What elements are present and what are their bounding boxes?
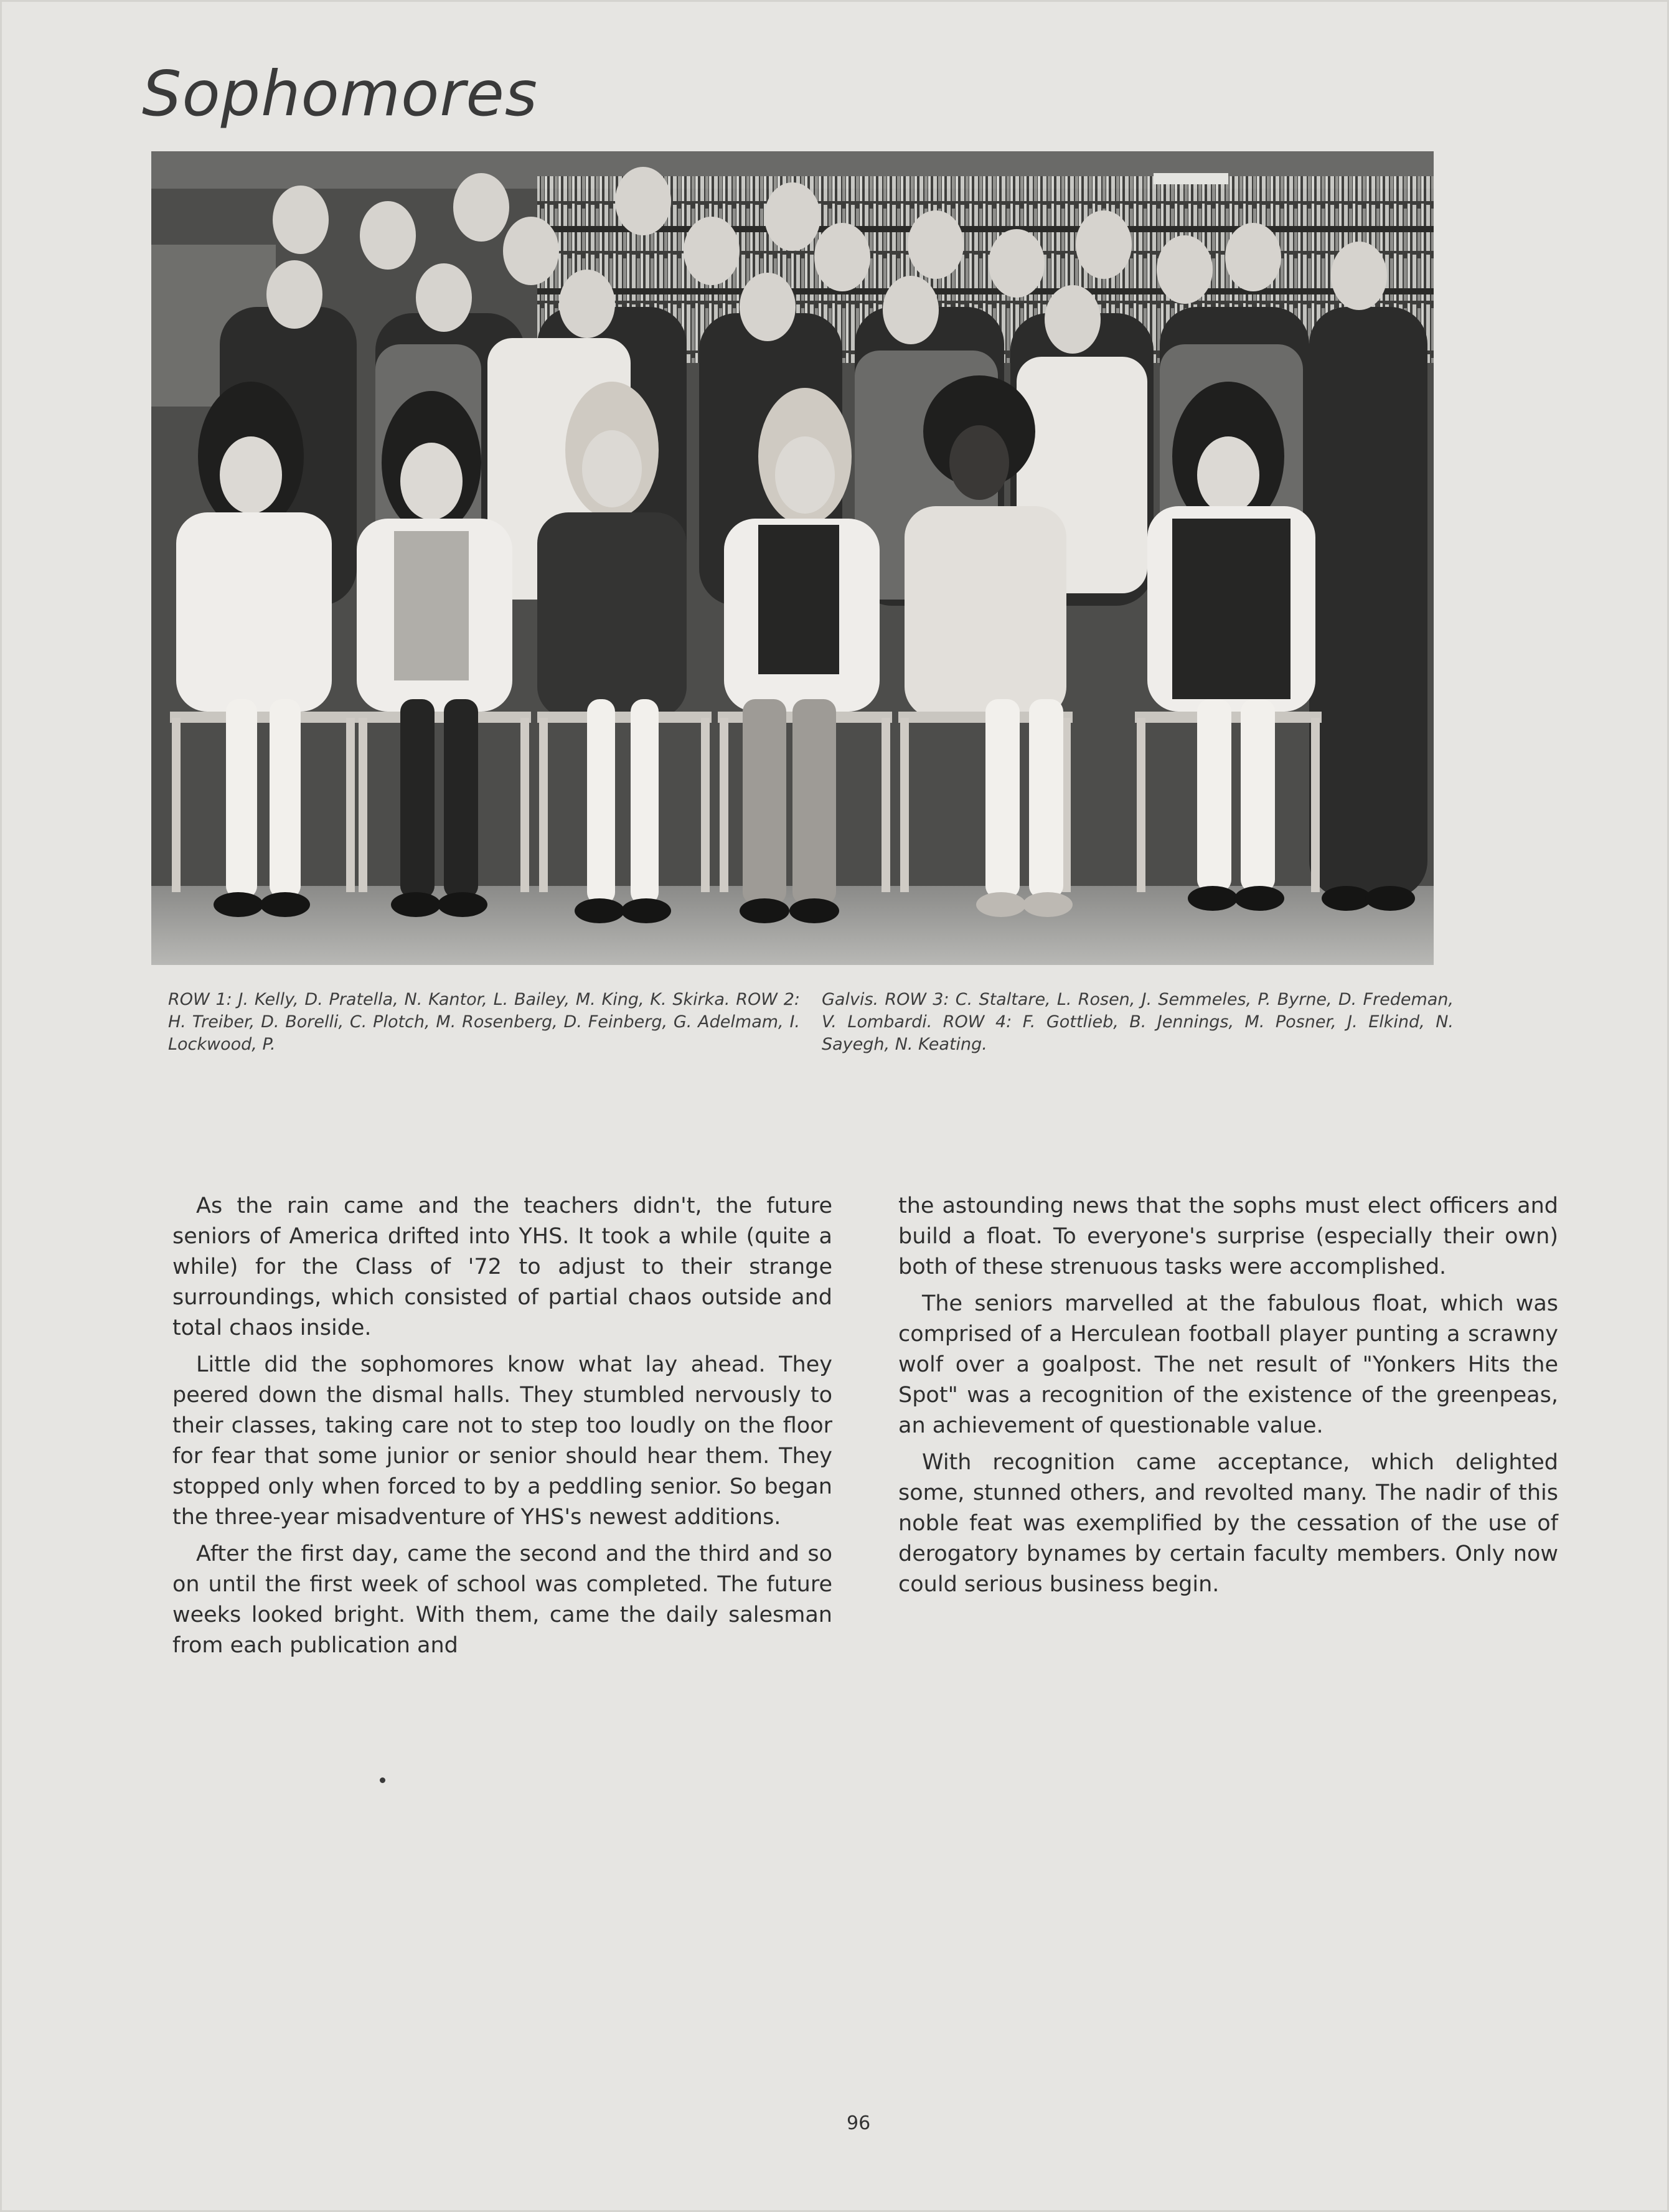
page-number: 96 <box>847 2112 871 2134</box>
body-paragraph: the astounding news that the sophs must elect officers and build a float. To everyone's surprise (especially their own) both of these strenuous tasks were accomplished. <box>898 1193 1558 1279</box>
body-paragraph: Little did the sophomores know what lay ahead. They peered down the dismal halls. They stumbled nervously to their classes, taking care not to step too loudly on the floor for fear that some junior or senior should hear them. They stopped only when forced to by a peddling senior. So began the three-year misadventure of YHS's newest additions. <box>172 1352 832 1530</box>
body-column-left <box>172 1191 832 1667</box>
body-paragraph: The seniors marvelled at the fabulous float, which was comprised of a Herculean football player punting a scrawny wolf over a goalpost. The net result of "Yonkers Hits the Spot" was a recognition of the existence of the greenpeas, an achievement of questionable value. <box>898 1291 1558 1438</box>
print-speck <box>380 1777 385 1783</box>
class-group-photo <box>151 151 1434 965</box>
body-column-right <box>898 1191 1558 1606</box>
page-title: Sophomores <box>142 57 538 130</box>
body-paragraph: After the first day, came the second and the third and so on until the first week of school was completed. The future weeks looked bright. With them, came the daily salesman from each publication and <box>172 1541 832 1658</box>
body-paragraph: With recognition came acceptance, which delighted some, stunned others, and revolted many. The nadir of this noble feat was exemplified by the cessation of the use of derogatory bynames by certain faculty members. Only now could serious business begin. <box>898 1450 1558 1597</box>
body-paragraph: As the rain came and the teachers didn't, the future seniors of America drifted into YHS. It took a while (quite a while) for the Class of '72 to adjust to their strange surroundings, which consisted of partial chaos outside and total chaos inside. <box>172 1193 832 1340</box>
photo-caption-right: Galvis. ROW 3: C. Staltare, L. Rosen, J. Semmeles, P. Byrne, D. Fredeman, V. Lombardi. ROW 4: F. Gottlieb, B. Jennings, M. Posner, J. Elkind, N. Sayegh, N. Keating. <box>822 990 1454 1054</box>
photo-caption-left: ROW 1: J. Kelly, D. Pratella, N. Kantor, L. Bailey, M. King, K. Skirka. ROW 2: H. Treiber, D. Borelli, C. Plotch, M. Rosenberg, D. Feinberg, G. Adelmam, I. Lockwood, P. <box>168 990 800 1054</box>
